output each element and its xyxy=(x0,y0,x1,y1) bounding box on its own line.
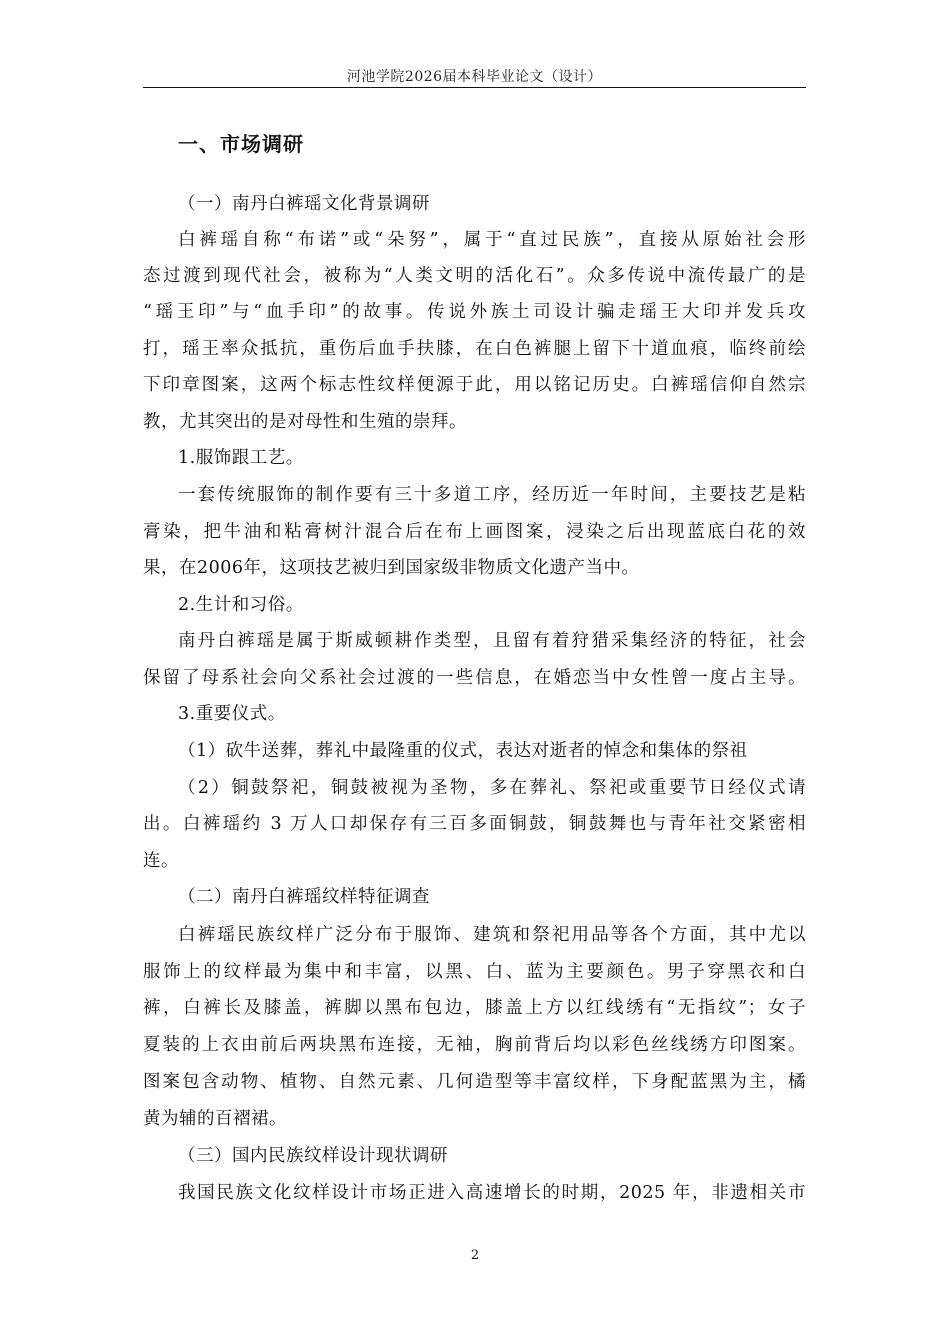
text-line: （1）砍牛送葬，葬礼中最隆重的仪式，表达对逝者的悼念和集体的祭祖 xyxy=(178,741,748,761)
text-line: 图案包含动物、植物、自然元素、几何造型等丰富纹样，下身配蓝黑为主，橘 xyxy=(143,1072,806,1092)
text-line: 出。白裤瑶约 3 万人口却保存有三百多面铜鼓，铜鼓舞也与青年社交紧密相 xyxy=(143,814,806,834)
text-line: 裤，白裤长及膝盖，裤脚以黑布包边，膝盖上方以红线绣有“无指纹”；女子 xyxy=(143,998,806,1018)
text-line: 打，瑶王率众抵抗，重伤后血手扶膝，在白色裤腿上留下十道血痕，临终前绘 xyxy=(143,339,806,359)
text-line: “瑶王印”与“血手印”的故事。传说外族土司设计骗走瑶王大印并发兵攻 xyxy=(143,302,806,322)
text-line: 南丹白裤瑶是属于斯威顿耕作类型，且留有着狩猎采集经济的特征，社会 xyxy=(178,631,806,651)
text-line: 保留了母系社会向父系社会过渡的一些信息，在婚恋当中女性曾一度占主导。 xyxy=(143,668,806,688)
text-line: 我国民族文化纹样设计市场正进入高速增长的时期，2025 年，非遗相关市 xyxy=(178,1183,806,1203)
text-line: 连。 xyxy=(143,851,179,871)
text-line: 膏染，把牛油和粘膏树汁混合后在布上画图案，浸染之后出现蓝底白花的效 xyxy=(143,522,806,542)
section-title: 一、市场调研 xyxy=(178,132,304,156)
text-line: 白裤瑶自称“布诺”或“朵努”，属于“直过民族”，直接从原始社会形 xyxy=(178,230,806,250)
text-line: 白裤瑶民族纹样广泛分布于服饰、建筑和祭祀用品等各个方面，其中尤以 xyxy=(178,925,806,945)
header-divider xyxy=(143,87,806,88)
text-line: 服饰上的纹样最为集中和丰富，以黑、白、蓝为主要颜色。男子穿黑衣和白 xyxy=(143,962,806,982)
text-line: 一套传统服饰的制作要有三十多道工序，经历近一年时间，主要技艺是粘 xyxy=(178,485,806,505)
page-header: 河池学院2026届本科毕业论文（设计） xyxy=(346,69,603,85)
text-line: （二）南丹白裤瑶纹样特征调查 xyxy=(178,887,430,907)
text-line: 黄为辅的百褶裙。 xyxy=(143,1109,287,1129)
text-line: 3.重要仪式。 xyxy=(178,704,286,724)
text-line: 教，尤其突出的是对母性和生殖的崇拜。 xyxy=(143,412,467,432)
text-line: 下印章图案，这两个标志性纹样便源于此，用以铭记历史。白裤瑶信仰自然宗 xyxy=(143,375,806,395)
text-line: （三）国内民族纹样设计现状调研 xyxy=(178,1146,448,1166)
text-line: （2）铜鼓祭祀，铜鼓被视为圣物，多在葬礼、祭祀或重要节日经仪式请 xyxy=(178,778,806,798)
text-line: 果，在2006年，这项技艺被归到国家级非物质文化遗产当中。 xyxy=(143,558,640,578)
text-line: 态过渡到现代社会，被称为“人类文明的活化石”。众多传说中流传最广的是 xyxy=(143,266,806,286)
text-line: （一）南丹白裤瑶文化背景调研 xyxy=(178,194,430,214)
text-line: 夏装的上衣由前后两块黑布连接，无袖，胸前背后均以彩色丝线绣方印图案。 xyxy=(143,1035,806,1055)
text-line: 1.服饰跟工艺。 xyxy=(178,448,304,468)
text-line: 2.生计和习俗。 xyxy=(178,595,304,615)
page-number: 2 xyxy=(470,1248,480,1263)
